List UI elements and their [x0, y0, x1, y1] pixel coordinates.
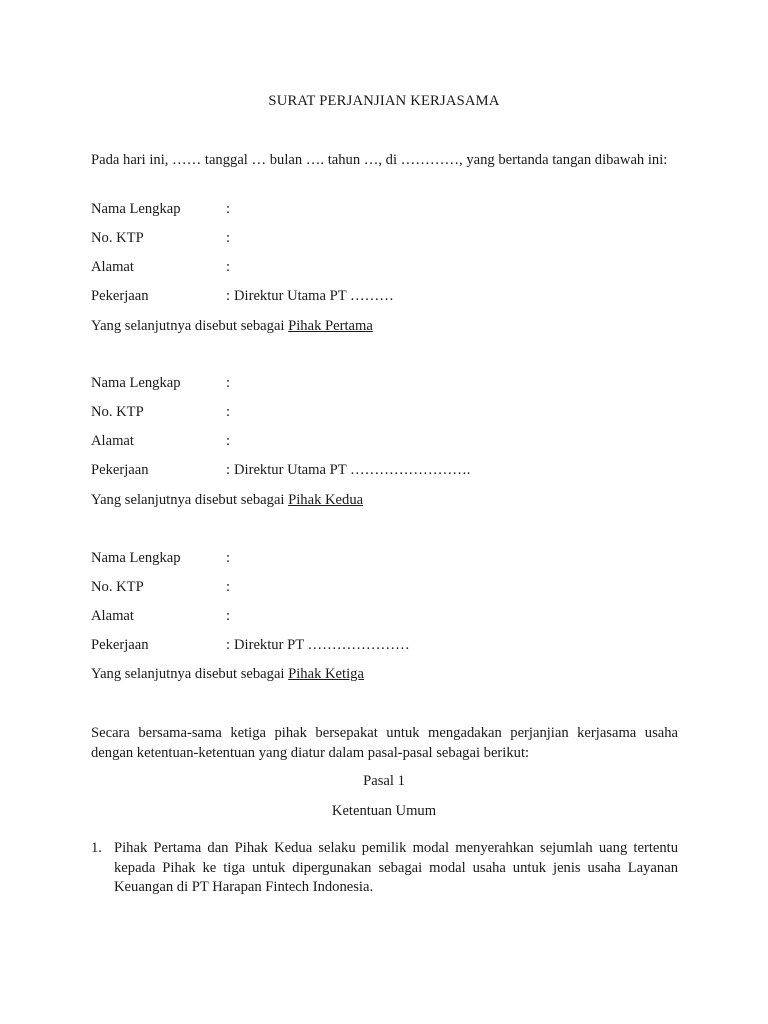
field-value: Direktur Utama PT ……… — [234, 288, 394, 304]
list-item-number: 1. — [91, 840, 102, 856]
document-title: SURAT PERJANJIAN KERJASAMA — [268, 93, 500, 109]
field-value: Direktur PT ………………… — [234, 637, 410, 653]
field-colon: : — [226, 462, 231, 478]
pasal-number: Pasal 1 — [363, 773, 405, 789]
field-label: Nama Lengkap — [91, 550, 181, 566]
field-label: Pekerjaan — [91, 637, 149, 653]
field-label: No. KTP — [91, 404, 144, 420]
field-label: Alamat — [91, 608, 134, 624]
field-label: Nama Lengkap — [91, 375, 181, 391]
field-label: Pekerjaan — [91, 288, 149, 304]
field-value: Direktur Utama PT ……………………. — [234, 462, 471, 478]
field-colon: : — [226, 608, 231, 624]
intro-paragraph: Pada hari ini, …… tanggal … bulan …. tahun …, di …………, yang bertanda tangan dibawah ini: — [91, 152, 668, 168]
party-name: Pihak Pertama — [288, 318, 373, 334]
pasal-title: Ketentuan Umum — [331, 803, 437, 819]
party3-designation — [91, 664, 364, 684]
party2-designation — [91, 490, 363, 510]
closing-paragraph: Secara bersama-sama ketiga pihak bersepakat untuk mengadakan perjanjian kerjasama usaha dengan ketentuan-ketentuan yang diatur dalam pasal-pasal sebagai berikut: — [91, 725, 678, 761]
party1-designation — [91, 316, 373, 336]
field-label: Alamat — [91, 433, 134, 449]
field-colon: : — [226, 579, 231, 595]
field-colon: : — [226, 637, 231, 653]
field-colon: : — [226, 375, 231, 391]
field-colon: : — [226, 201, 231, 217]
field-colon: : — [226, 433, 231, 449]
designation-prefix: Yang selanjutnya disebut sebagai — [91, 492, 289, 508]
field-label: No. KTP — [91, 579, 144, 595]
field-colon: : — [226, 288, 231, 304]
field-colon: : — [226, 230, 231, 246]
field-colon: : — [226, 259, 231, 275]
party-name: Pihak Ketiga — [288, 666, 364, 682]
list-item-text: Pihak Pertama dan Pihak Kedua selaku pemilik modal menyerahkan sejumlah uang tertentu kepada Pihak ke tiga untuk dipergunakan sebagai modal usaha untuk jenis usaha Layanan Keuangan di PT Harapan Fintech Indonesia. — [114, 840, 678, 895]
field-label: No. KTP — [91, 230, 144, 246]
field-label: Pekerjaan — [91, 462, 149, 478]
field-colon: : — [226, 404, 231, 420]
field-colon: : — [226, 550, 231, 566]
designation-prefix: Yang selanjutnya disebut sebagai — [91, 318, 289, 334]
designation-prefix: Yang selanjutnya disebut sebagai — [91, 666, 289, 682]
field-label: Alamat — [91, 259, 134, 275]
party-name: Pihak Kedua — [288, 492, 364, 508]
field-label: Nama Lengkap — [91, 201, 181, 217]
